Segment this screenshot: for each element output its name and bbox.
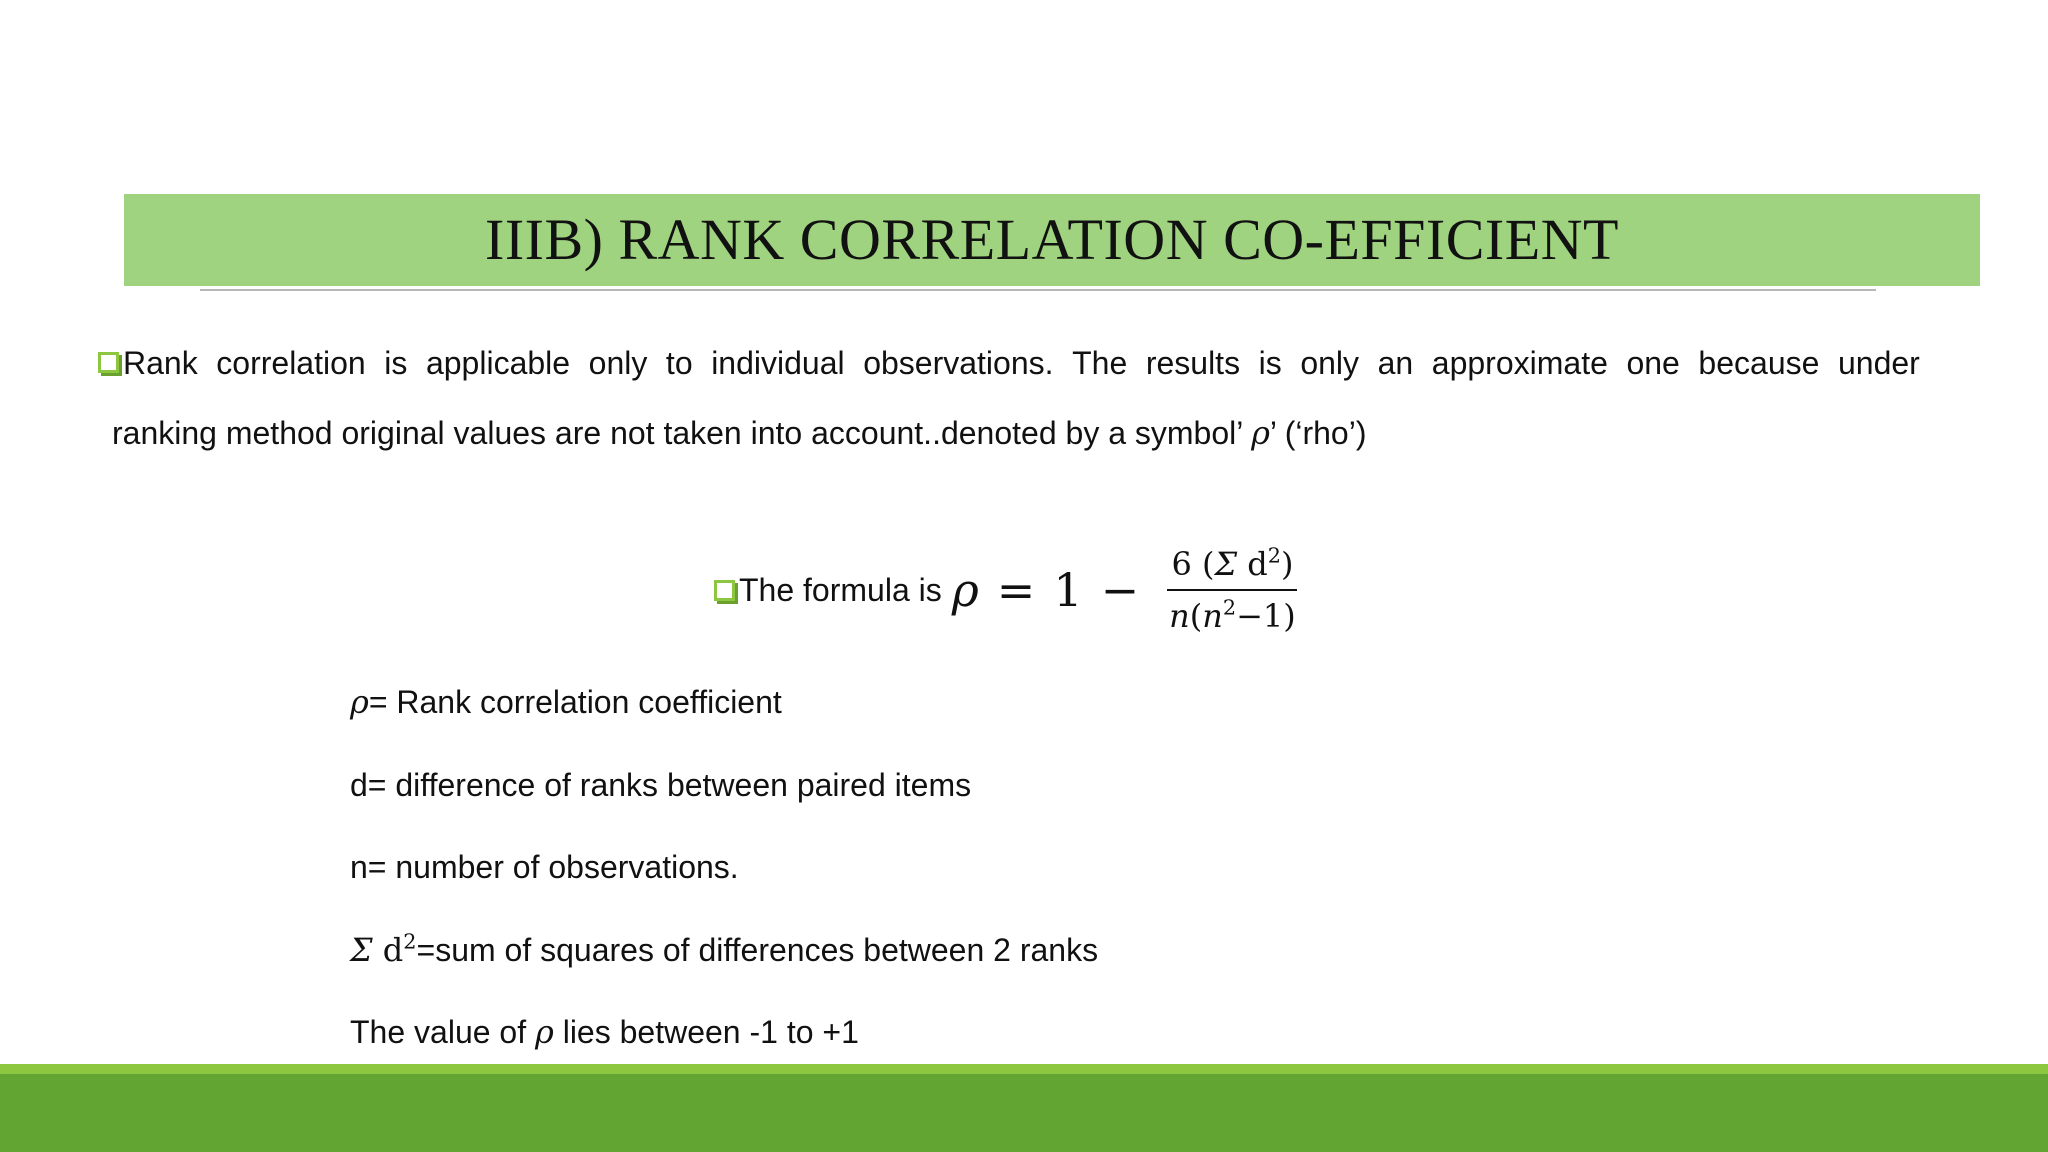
def-sigma-symbol: Σ [350, 930, 373, 969]
square-bullet-icon [98, 352, 119, 373]
intro-word: only [1300, 345, 1360, 381]
definition-rho [350, 672, 1098, 755]
intro-line-2 [98, 398, 1920, 468]
definitions-list [350, 672, 1098, 1085]
intro-word: an [1377, 345, 1414, 381]
intro-word: to [665, 345, 693, 381]
numerator-d: d [1237, 545, 1268, 583]
formula-row [714, 535, 1300, 645]
rank-correlation-formula [952, 545, 1300, 635]
den-rest: −1) [1236, 597, 1296, 635]
def-rho-symbol: ρ [350, 683, 369, 721]
definition-sum-d-squared [350, 920, 1098, 1003]
intro-word: observations. [863, 345, 1054, 381]
numerator-exponent: 2 [1267, 543, 1281, 568]
formula-rho: ρ [951, 563, 979, 617]
den-n2: n [1202, 597, 1223, 635]
footer-bar [0, 1074, 2048, 1152]
definition-d: d= difference of ranks between paired items [350, 766, 972, 803]
formula-minus: − [1100, 563, 1140, 617]
formula-numerator [1167, 545, 1297, 591]
intro-line-2-suffix: ’ (‘rho’) [1269, 415, 1367, 451]
formula-fraction [1165, 545, 1300, 635]
title-banner [124, 194, 1980, 286]
def-sum-d: d [372, 930, 404, 969]
intro-first-word [98, 328, 198, 398]
sigma-symbol: Σ [1214, 545, 1238, 583]
def-range-suffix: lies between -1 to +1 [553, 1014, 859, 1050]
intro-word: is [1258, 345, 1282, 381]
intro-word: one [1626, 345, 1680, 381]
intro-word: approximate [1431, 345, 1608, 381]
rho-symbol: ρ [1251, 414, 1270, 452]
square-bullet-icon [714, 580, 735, 601]
intro-word: individual [711, 345, 845, 381]
definition-n: n= number of observations. [350, 849, 739, 885]
den-exponent: 2 [1222, 595, 1237, 620]
def-rho-text: = Rank correlation coefficient [368, 684, 782, 720]
numerator-suffix: ) [1280, 545, 1294, 583]
def-range-symbol: ρ [535, 1013, 554, 1051]
formula-denominator [1165, 591, 1300, 635]
intro-word: correlation [216, 345, 366, 381]
formula-equals: = [996, 563, 1036, 617]
def-range-prefix: The value of [350, 1014, 535, 1050]
formula-label: The formula is [739, 571, 942, 608]
title-divider [200, 289, 1876, 291]
intro-word: under [1837, 345, 1920, 381]
formula-one: 1 [1053, 563, 1083, 617]
def-sum-exponent: 2 [403, 929, 417, 954]
numerator-prefix: 6 ( [1171, 545, 1215, 583]
intro-word: only [588, 345, 648, 381]
intro-word: is [384, 345, 408, 381]
intro-word: because [1698, 345, 1820, 381]
intro-line-2-text: ranking method original values are not taken into account..denoted by a symbol’ [112, 415, 1243, 451]
intro-word: results [1145, 345, 1241, 381]
intro-word: Rank [123, 345, 198, 381]
intro-word: The [1072, 345, 1128, 381]
intro-line-1 [98, 328, 1920, 398]
def-sum-text: =sum of squares of differences between 2 ranks [416, 931, 1099, 968]
intro-paragraph [98, 328, 1920, 468]
slide-title: IIIB) RANK CORRELATION CO-EFFICIENT [485, 207, 1619, 272]
den-open: ( [1189, 597, 1203, 635]
den-n: n [1169, 597, 1190, 635]
intro-word: applicable [425, 345, 571, 381]
footer-accent-strip [0, 1064, 2048, 1074]
